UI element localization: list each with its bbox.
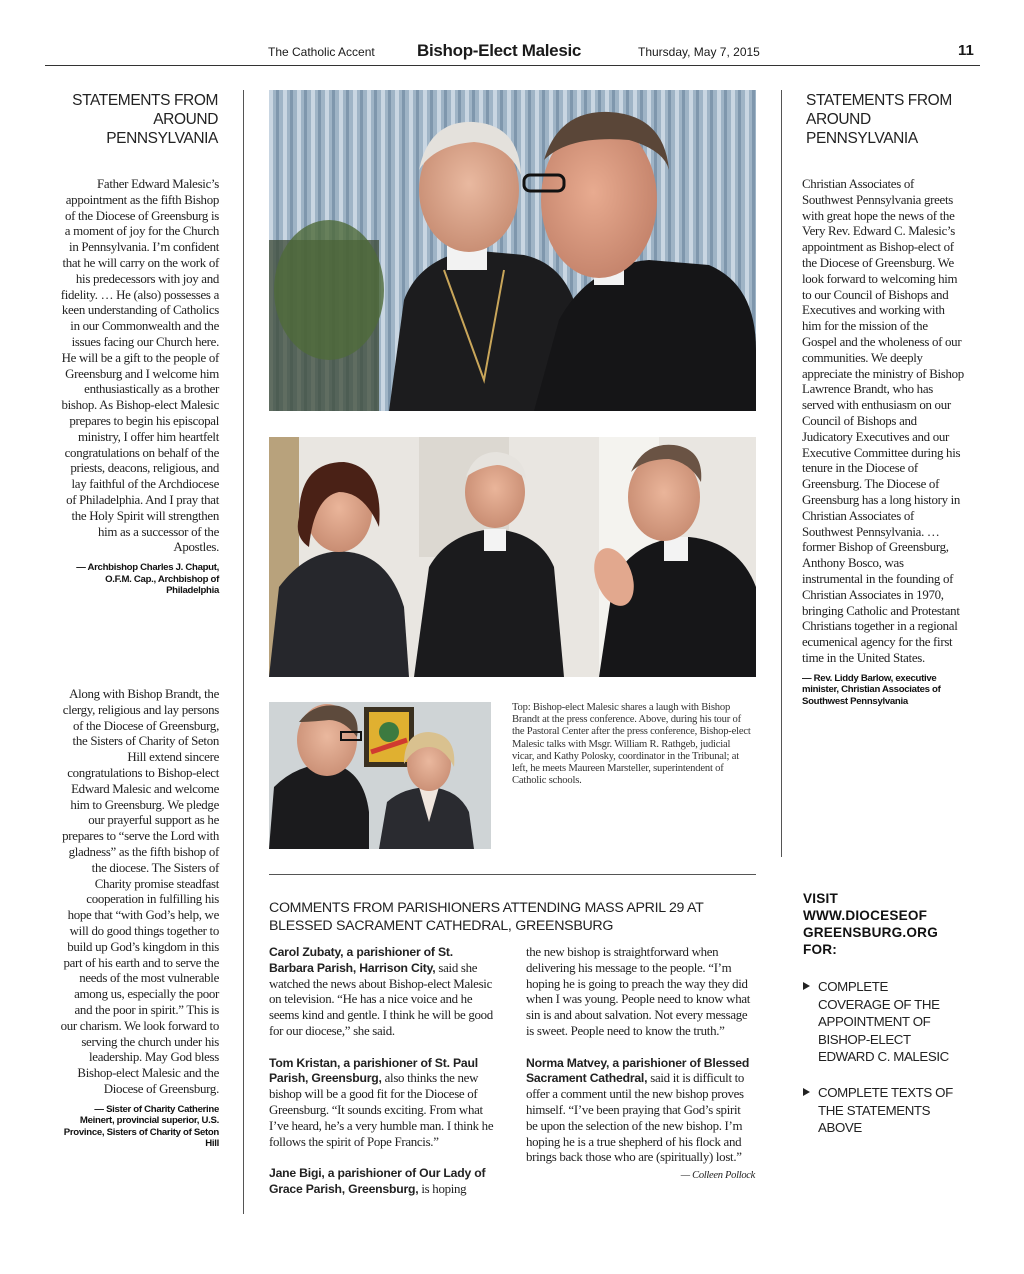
photo-pastoral-center-tour xyxy=(269,437,756,677)
photo-superintendent-meeting xyxy=(269,702,491,849)
right-column-heading: STATEMENTS FROM AROUND PENNSYLVANIA xyxy=(806,92,952,147)
statement-text: Father Edward Malesic’s appointment as the fifth Bishop of the Diocese of Greensburg is a moment of joy for the Church in Pennsylvania. I’m confident that he will carry on the work of his predecessors with joy and fidelity. … He (also) possesses a keen understanding of Catholics in our Commonwealth and the issues facing our Church here. He will be a gift to the people of Greensburg and I welcome him enthusiastically as a brother bishop. As Bishop-elect Malesic prepares to begin his episcopal ministry, I offer him heartfelt congratulations on behalf of the priests, deacons, religious, and lay faithful of the Archdiocese of Philadelphia. And I pray that the Holy Spirit will strengthen him as a successor of the Apostles. xyxy=(60,177,219,555)
visit-item-text: COMPLETE TEXTS OF THE STATEMENTS ABOVE xyxy=(818,1085,953,1136)
comment-text: the new bishop is straightforward when delivering his message to the people. “I’m hoping he is going to preach the way they did when I was young. People need to know what sin is and about salvation. Not every message is sweet. People need to know the truth.” xyxy=(526,945,751,1038)
comment-item xyxy=(269,945,498,1040)
comment-text: said it is difficult to offer a comment until the new bishop proves himself. “I’ve been praying that God’s spirit be upon the selection of the new bishop. I’m hoping he is a true shepherd of his flock and brings back those who are (spiritually) lost.” xyxy=(526,1071,745,1165)
publication-name: The Catholic Accent xyxy=(268,45,375,59)
visit-list-item xyxy=(803,978,963,1066)
comments-column-1 xyxy=(269,945,498,1214)
commenter-name: Carol Zubaty, a parishioner of St. Barbara Parish, Harrison City, xyxy=(269,945,453,975)
triangle-bullet-icon xyxy=(803,982,810,990)
comments-rule xyxy=(269,874,756,875)
statement-barlow xyxy=(802,177,964,707)
statement-attribution: — Archbishop Charles J. Chaput, O.F.M. Cap., Archbishop of Philadelphia xyxy=(76,562,219,596)
comments-byline: — Colleen Pollock xyxy=(680,1170,755,1182)
commenter-name: Norma Matvey, a parishioner of Blessed Sacrament Cathedral, xyxy=(526,1055,750,1086)
visit-list-item xyxy=(803,1084,963,1137)
comment-item xyxy=(269,1166,498,1198)
visit-website-heading: VISIT WWW.DIOCESEOF GREENSBURG.ORG FOR: xyxy=(803,891,938,957)
comment-text: said she watched the news about Bishop-elect Malesic on television. “He has a nice voice and he seems kind and gentle. I think he will be good for our diocese,” she said. xyxy=(269,960,493,1038)
commenter-name: Tom Kristan, a parishioner of St. Paul Parish, Greensburg, xyxy=(269,1055,478,1086)
statement-attribution: — Sister of Charity Catherine Meinert, provincial superior, U.S. Province, Sisters of Charity of Seton Hill xyxy=(63,1103,219,1149)
statement-attribution: — Rev. Liddy Barlow, executive minister, Christian Associates of Southwest Pennsylvania xyxy=(802,672,941,707)
header-rule xyxy=(45,65,980,66)
right-column-divider xyxy=(781,90,782,857)
section-title: Bishop-Elect Malesic xyxy=(417,41,582,60)
visit-item-text: COMPLETE COVERAGE OF THE APPOINTMENT OF BISHOP-ELECT EDWARD C. MALESIC xyxy=(818,979,949,1065)
comment-item xyxy=(526,945,755,1040)
photo-caption: Top: Bishop-elect Malesic shares a laugh with Bishop Brandt at the press conference. Above, during his tour of the Pastoral Center after the press conference, Bishop-elect Malesic talks with Msgr. William R. Rathgeb, judicial vicar, and Kathy Polosky, coordinator in the Tribunal; at left, he meets Maureen Marsteller, superintendent of Catholic schools. xyxy=(512,702,751,787)
issue-date: Thursday, May 7, 2015 xyxy=(638,45,760,59)
statement-text: Along with Bishop Brandt, the clergy, religious and lay persons of the Diocese of Greensburg, the Sisters of Charity of Seton Hill extend sincere congratulations to Bishop-elect Edward Malesic and welcome him to Greensburg. We pledge our prayerful support as he prepares to “serve the Lord with gladness” as the fifth bishop of the diocese. The Sisters of Charity promise steadfast cooperation in fulfilling his hope that “with God’s help, we will do good things together to build up God’s kingdom in this part of his earth and to serve the needs of the most vulnerable among us, especially the poor and the poor in spirit.” This is our charism. We look forward to serving the church under his leadership. May God bless Bishop-elect Malesic and the Diocese of Greensburg. xyxy=(60,687,219,1096)
statement-chaput xyxy=(60,177,219,596)
comment-text: is hoping xyxy=(418,1181,467,1196)
left-column-heading: STATEMENTS FROM AROUND PENNSYLVANIA xyxy=(72,92,218,147)
statement-text: Christian Associates of Southwest Pennsylvania greets with great hope the news of the Very Rev. Edward C. Malesic’s appointment as Bishop-elect of the Diocese of Greensburg. We look forward to welcoming him to our Council of Bishops and Executives and working with him for the mission of the Gospel and the wholeness of our communities. We deeply appreciate the ministry of Bishop Lawrence Brandt, who has served with enthusiasm on our Council of Bishops and Judicatory Executives and our Executive Committee during his tenure in the Diocese of Greensburg. The Diocese of Greensburg has a long history in Christian Associates of Southwest Pennsylvania. … former Bishop of Greensburg, Anthony Bosco, was instrumental in the founding of Christian Associates in 1970, bringing Catholic and Protestant Christians together in a regional ecumenical agency for the first time in the United States. xyxy=(802,177,964,665)
statement-meinert xyxy=(60,687,219,1149)
commenter-name: Jane Bigi, a parishioner of Our Lady of Grace Parish, Greensburg, xyxy=(269,1166,486,1196)
comment-item xyxy=(269,1056,498,1151)
photo-bishops-laughing xyxy=(269,90,756,411)
triangle-bullet-icon xyxy=(803,1088,810,1096)
comment-text: also thinks the new bishop will be a good fit for the Diocese of Greensburg. “It sounds exciting. From what I’ve heard, he’s a very humble man. I think he follows the spirit of Pope Francis.” xyxy=(269,1071,494,1149)
left-column-divider xyxy=(243,90,244,1214)
page-number: 11 xyxy=(958,42,974,59)
comments-heading: COMMENTS FROM PARISHIONERS ATTENDING MASS APRIL 29 AT BLESSED SACRAMENT CATHEDRAL, GREENSBURG xyxy=(269,900,704,934)
comment-item xyxy=(526,1056,755,1167)
comments-column-2 xyxy=(526,945,755,1184)
